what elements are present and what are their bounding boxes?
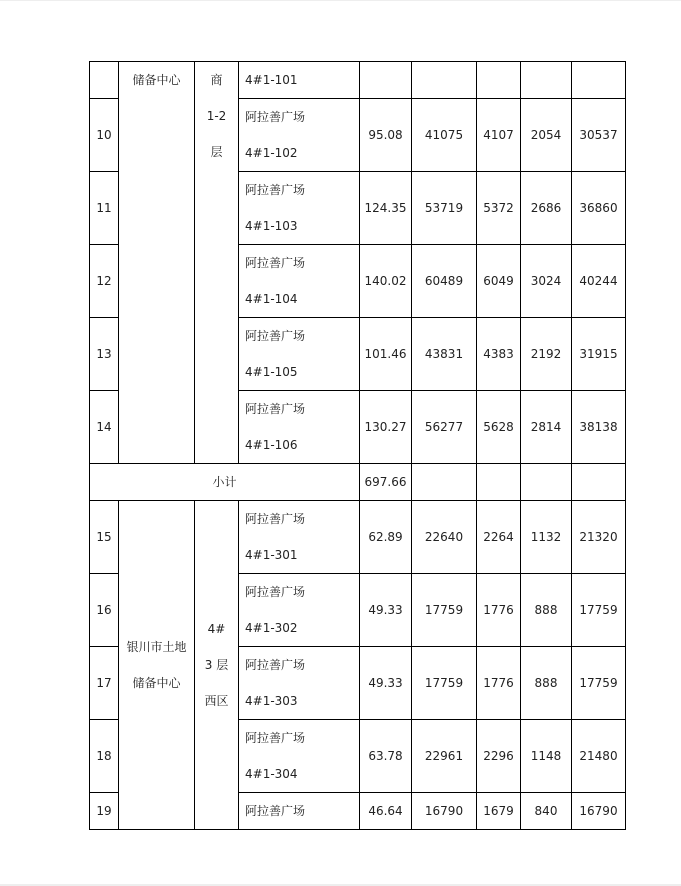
location-name: 阿拉善广场 [245, 110, 306, 124]
floor-line: 西区 [204, 694, 229, 708]
location-name: 阿拉善广场 [245, 731, 306, 745]
location-name: 阿拉善广场 [245, 329, 306, 343]
row-number-cell: 16 [90, 574, 119, 647]
area-cell [360, 62, 412, 99]
floor-line: 4# [207, 622, 226, 636]
location-name: 阿拉善广场 [245, 512, 306, 526]
area-cell: 130.27 [360, 391, 412, 464]
row-number-cell: 19 [90, 793, 119, 830]
row-number-cell: 18 [90, 720, 119, 793]
floor-line: 1-2 [206, 109, 227, 123]
value-cell [572, 62, 626, 99]
row-number-cell: 17 [90, 647, 119, 720]
area-cell: 49.33 [360, 647, 412, 720]
value-cell: 22961 [412, 720, 477, 793]
location-code: 4#1-103 [245, 219, 298, 233]
value-cell: 31915 [572, 318, 626, 391]
location-name: 阿拉善广场 [245, 256, 306, 270]
location-cell [239, 391, 360, 464]
location-cell [239, 720, 360, 793]
value-cell: 888 [521, 647, 572, 720]
subtotal-label: 小计 [90, 464, 360, 501]
area-cell: 49.33 [360, 574, 412, 647]
location-cell: 阿拉善广场 [239, 793, 360, 830]
value-cell: 22640 [412, 501, 477, 574]
floor-line: 商 [210, 73, 223, 87]
area-cell: 101.46 [360, 318, 412, 391]
subtotal-area: 697.66 [360, 464, 412, 501]
location-code: 4#1-102 [245, 146, 298, 160]
location-name: 阿拉善广场 [245, 585, 306, 599]
value-cell: 888 [521, 574, 572, 647]
row-number-cell [90, 62, 119, 99]
value-cell: 17759 [412, 647, 477, 720]
value-cell: 4383 [477, 318, 521, 391]
value-cell: 5628 [477, 391, 521, 464]
value-cell [477, 62, 521, 99]
area-cell: 140.02 [360, 245, 412, 318]
value-cell [477, 464, 521, 501]
value-cell: 3024 [521, 245, 572, 318]
area-cell: 62.89 [360, 501, 412, 574]
floor-line: 3 层 [204, 658, 229, 672]
value-cell [412, 464, 477, 501]
value-cell: 1776 [477, 574, 521, 647]
unit-line: 银川市土地 [126, 640, 187, 654]
value-cell: 2192 [521, 318, 572, 391]
value-cell: 17759 [572, 647, 626, 720]
row-number-cell: 12 [90, 245, 119, 318]
area-cell: 46.64 [360, 793, 412, 830]
value-cell: 1132 [521, 501, 572, 574]
location-cell [239, 99, 360, 172]
value-cell: 1679 [477, 793, 521, 830]
row-number-cell: 10 [90, 99, 119, 172]
page-top-edge [0, 0, 681, 1]
row-number-cell: 14 [90, 391, 119, 464]
location-name: 阿拉善广场 [245, 402, 306, 416]
table-row [90, 62, 626, 99]
value-cell: 4107 [477, 99, 521, 172]
value-cell: 38138 [572, 391, 626, 464]
location-code: 4#1-301 [245, 548, 298, 562]
value-cell: 60489 [412, 245, 477, 318]
value-cell: 6049 [477, 245, 521, 318]
floor-cell [195, 501, 239, 830]
row-number-cell: 11 [90, 172, 119, 245]
value-cell: 53719 [412, 172, 477, 245]
value-cell: 2296 [477, 720, 521, 793]
value-cell [521, 464, 572, 501]
area-cell: 95.08 [360, 99, 412, 172]
area-cell: 63.78 [360, 720, 412, 793]
location-code: 4#1-302 [245, 621, 298, 635]
location-code: 4#1-105 [245, 365, 298, 379]
value-cell: 16790 [412, 793, 477, 830]
value-cell: 17759 [572, 574, 626, 647]
location-cell [239, 501, 360, 574]
subtotal-row [90, 464, 626, 501]
location-cell [239, 172, 360, 245]
value-cell: 2054 [521, 99, 572, 172]
table-row [90, 501, 626, 574]
value-cell: 56277 [412, 391, 477, 464]
value-cell: 2814 [521, 391, 572, 464]
value-cell: 41075 [412, 99, 477, 172]
location-cell [239, 574, 360, 647]
area-cell: 124.35 [360, 172, 412, 245]
location-cell [239, 318, 360, 391]
value-cell: 36860 [572, 172, 626, 245]
value-cell: 17759 [412, 574, 477, 647]
value-cell [412, 62, 477, 99]
location-cell [239, 245, 360, 318]
floor-line: 层 [210, 145, 223, 159]
value-cell: 21480 [572, 720, 626, 793]
value-cell: 40244 [572, 245, 626, 318]
value-cell: 30537 [572, 99, 626, 172]
unit-cell [119, 62, 195, 464]
unit-text: 储备中心 [132, 73, 181, 87]
value-cell: 2686 [521, 172, 572, 245]
floor-cell [195, 62, 239, 464]
location-code: 4#1-304 [245, 767, 298, 781]
unit-line: 储备中心 [132, 676, 181, 690]
unit-cell [119, 501, 195, 830]
location-name: 阿拉善广场 [245, 183, 306, 197]
value-cell [521, 62, 572, 99]
value-cell: 1148 [521, 720, 572, 793]
value-cell: 43831 [412, 318, 477, 391]
location-name: 阿拉善广场 [245, 658, 306, 672]
value-cell: 840 [521, 793, 572, 830]
location-code: 4#1-106 [245, 438, 298, 452]
property-table [89, 61, 626, 830]
value-cell: 21320 [572, 501, 626, 574]
value-cell: 1776 [477, 647, 521, 720]
location-code: 4#1-303 [245, 694, 298, 708]
value-cell: 5372 [477, 172, 521, 245]
value-cell: 2264 [477, 501, 521, 574]
value-cell: 16790 [572, 793, 626, 830]
value-cell [572, 464, 626, 501]
location-cell [239, 647, 360, 720]
location-cell: 4#1-101 [239, 62, 360, 99]
row-number-cell: 15 [90, 501, 119, 574]
location-code: 4#1-104 [245, 292, 298, 306]
row-number-cell: 13 [90, 318, 119, 391]
